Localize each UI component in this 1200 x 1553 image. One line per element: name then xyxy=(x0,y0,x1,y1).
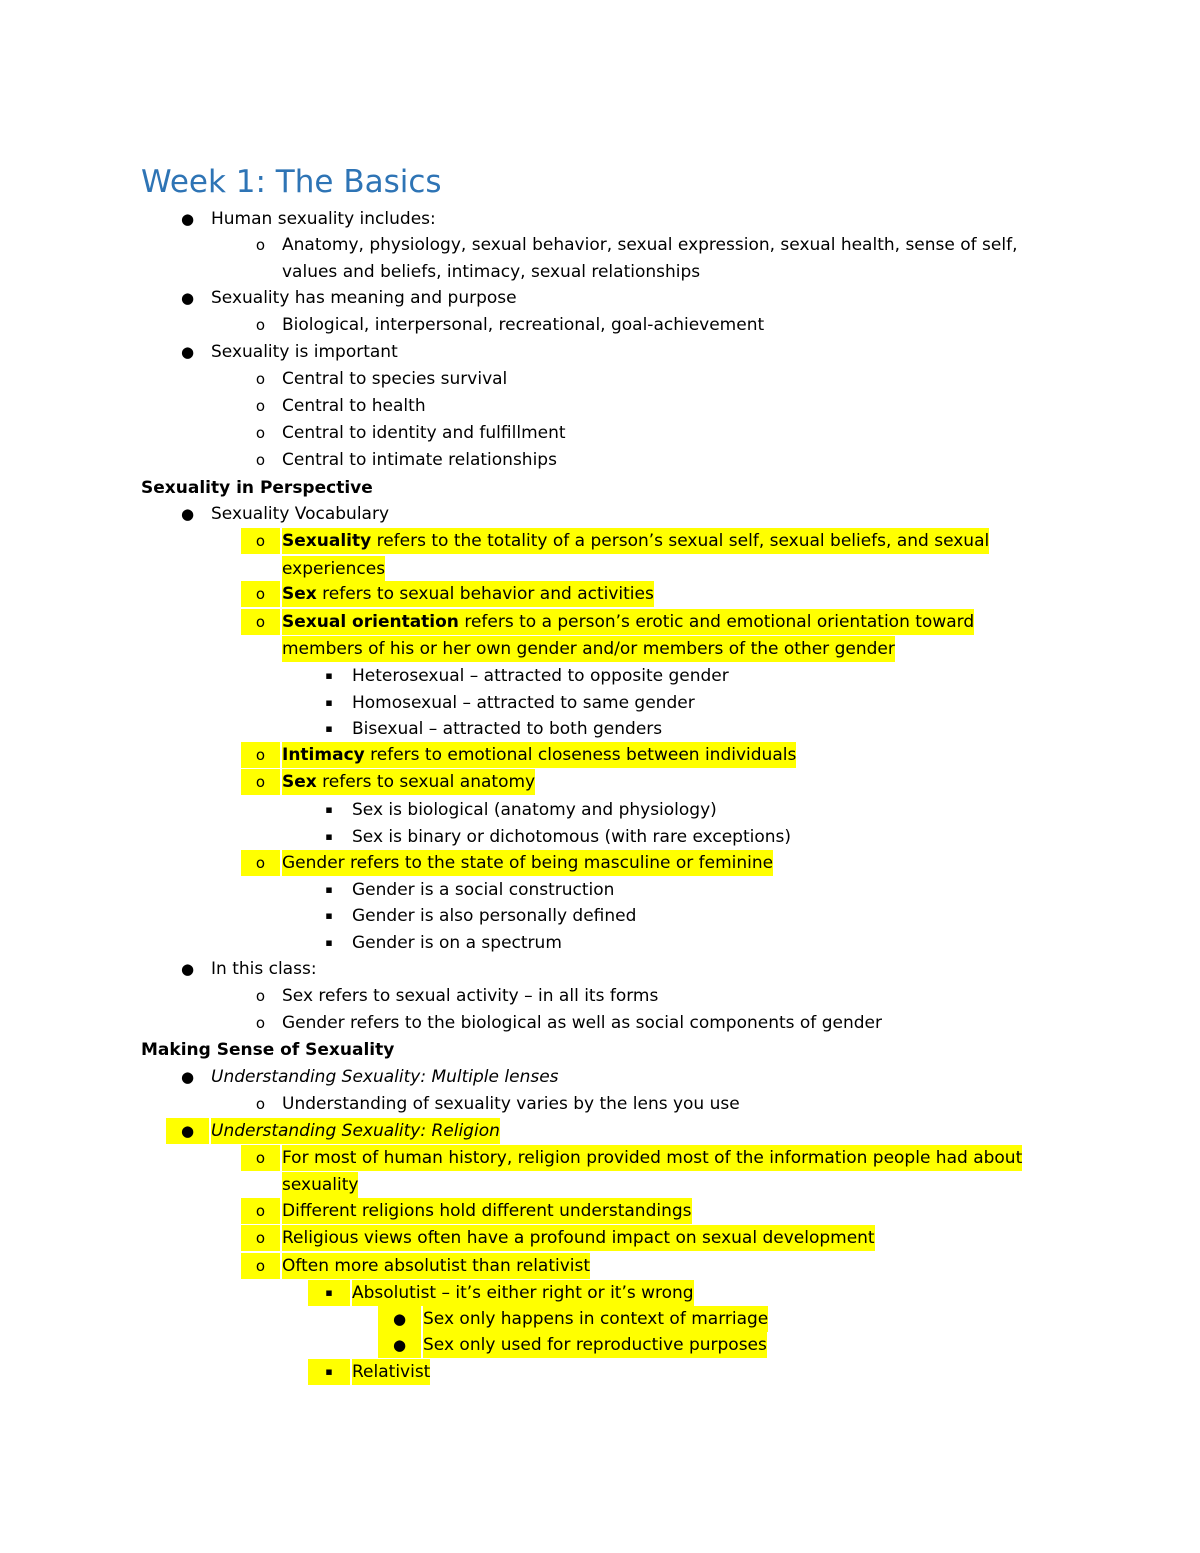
list-item xyxy=(0,285,1200,311)
bullet-icon: ● xyxy=(180,343,195,361)
item-text: Relativist xyxy=(352,1359,430,1385)
list-item xyxy=(0,420,1200,446)
heading-text: Sexuality in Perspective xyxy=(141,478,373,498)
list-item xyxy=(0,824,1200,850)
circle-bullet-icon: o xyxy=(241,769,280,795)
item-text: Central to intimate relationships xyxy=(282,450,557,470)
list-item xyxy=(0,1225,1200,1251)
list-item xyxy=(0,797,1200,823)
item-text: Sex is biological (anatomy and physiology) xyxy=(352,800,717,820)
square-bullet-icon: ▪ xyxy=(325,830,333,843)
circle-bullet-icon: o xyxy=(241,1225,280,1251)
list-item xyxy=(0,1145,1200,1171)
term: Sexual orientation xyxy=(282,612,459,632)
item-text xyxy=(282,769,535,795)
list-item xyxy=(0,1172,1200,1198)
definition: refers to the totality of a person’s sexual self, sexual beliefs, and sexual xyxy=(371,531,990,551)
bullet-icon: ● xyxy=(180,505,195,523)
item-text: For most of human history, religion provided most of the information people had about xyxy=(282,1145,1022,1171)
circle-bullet-icon: o xyxy=(241,742,280,768)
bullet-icon: ● xyxy=(180,210,195,228)
square-bullet-icon: ▪ xyxy=(308,1280,350,1306)
list-item xyxy=(0,501,1200,527)
term: Sex xyxy=(282,584,317,604)
item-text: Gender refers to the biological as well as social components of gender xyxy=(282,1013,882,1033)
item-text: Often more absolutist than relativist xyxy=(282,1253,590,1279)
list-item xyxy=(0,206,1200,232)
section-heading xyxy=(0,1037,1200,1063)
list-item xyxy=(0,930,1200,956)
term: Sexuality xyxy=(282,531,372,551)
square-bullet-icon: ▪ xyxy=(325,669,333,682)
definition: refers to sexual anatomy xyxy=(316,772,536,792)
item-text: Human sexuality includes: xyxy=(211,209,436,229)
item-text: Absolutist – it’s either right or it’s wrong xyxy=(352,1280,694,1306)
list-item xyxy=(0,556,1200,582)
item-text xyxy=(282,581,654,607)
item-text: Understanding of sexuality varies by the lens you use xyxy=(282,1094,740,1114)
list-item xyxy=(0,1091,1200,1117)
list-item xyxy=(0,956,1200,982)
term: Sex xyxy=(282,772,317,792)
item-text: Sex only used for reproductive purposes xyxy=(423,1332,767,1358)
item-text: Sex refers to sexual activity – in all its forms xyxy=(282,986,659,1006)
item-text: Gender is on a spectrum xyxy=(352,933,562,953)
circle-bullet-icon: o xyxy=(255,1095,266,1113)
list-item xyxy=(0,581,1200,607)
bullet-icon: ● xyxy=(378,1332,421,1358)
item-text: Central to species survival xyxy=(282,369,508,389)
item-text: values and beliefs, intimacy, sexual relationships xyxy=(282,262,701,282)
item-text: Homosexual – attracted to same gender xyxy=(352,693,695,713)
list-item xyxy=(0,447,1200,473)
bullet-icon: ● xyxy=(180,960,195,978)
list-item xyxy=(0,339,1200,365)
circle-bullet-icon: o xyxy=(255,987,266,1005)
item-text: Biological, interpersonal, recreational, goal-achievement xyxy=(282,315,765,335)
term: Intimacy xyxy=(282,745,365,765)
list-item xyxy=(0,366,1200,392)
circle-bullet-icon: o xyxy=(241,609,280,635)
item-text: Sexuality is important xyxy=(211,342,398,362)
list-item xyxy=(0,663,1200,689)
item-text: Sex only happens in context of marriage xyxy=(423,1306,768,1332)
heading-text: Making Sense of Sexuality xyxy=(141,1040,395,1060)
list-item xyxy=(0,1306,1200,1332)
item-text: Sexuality Vocabulary xyxy=(211,504,390,524)
circle-bullet-icon: o xyxy=(241,581,280,607)
bullet-icon: ● xyxy=(166,1118,209,1144)
list-item xyxy=(0,1280,1200,1306)
item-text: Heterosexual – attracted to opposite gender xyxy=(352,666,729,686)
item-text xyxy=(282,609,974,635)
list-item xyxy=(0,393,1200,419)
list-item xyxy=(0,983,1200,1009)
item-text: Understanding Sexuality: Multiple lenses xyxy=(211,1067,559,1087)
definition: refers to sexual behavior and activities xyxy=(316,584,654,604)
item-text: Central to health xyxy=(282,396,426,416)
circle-bullet-icon: o xyxy=(255,397,266,415)
circle-bullet-icon: o xyxy=(255,1014,266,1032)
square-bullet-icon: ▪ xyxy=(325,883,333,896)
list-item xyxy=(0,742,1200,768)
list-item xyxy=(0,690,1200,716)
square-bullet-icon: ▪ xyxy=(325,803,333,816)
circle-bullet-icon: o xyxy=(241,1145,280,1171)
square-bullet-icon: ▪ xyxy=(325,722,333,735)
item-text: Sexuality has meaning and purpose xyxy=(211,288,517,308)
list-item xyxy=(0,769,1200,795)
item-text xyxy=(282,742,796,768)
circle-bullet-icon: o xyxy=(255,424,266,442)
circle-bullet-icon: o xyxy=(241,850,280,876)
square-bullet-icon: ▪ xyxy=(325,696,333,709)
list-item xyxy=(0,636,1200,662)
list-item xyxy=(0,232,1200,258)
list-item xyxy=(0,609,1200,635)
item-text: experiences xyxy=(282,556,385,582)
circle-bullet-icon: o xyxy=(255,451,266,469)
square-bullet-icon: ▪ xyxy=(325,909,333,922)
circle-bullet-icon: o xyxy=(255,236,266,254)
list-item xyxy=(0,1064,1200,1090)
item-text: Religious views often have a profound impact on sexual development xyxy=(282,1225,875,1251)
item-text: Different religions hold different understandings xyxy=(282,1198,692,1224)
bullet-icon: ● xyxy=(378,1306,421,1332)
list-item xyxy=(0,1010,1200,1036)
circle-bullet-icon: o xyxy=(241,1253,280,1279)
item-text: Gender is also personally defined xyxy=(352,906,637,926)
list-item xyxy=(0,528,1200,554)
item-text: Understanding Sexuality: Religion xyxy=(211,1118,500,1144)
list-item xyxy=(0,716,1200,742)
list-item xyxy=(0,312,1200,338)
item-text: Bisexual – attracted to both genders xyxy=(352,719,663,739)
item-text: Central to identity and fulfillment xyxy=(282,423,566,443)
item-text: In this class: xyxy=(211,959,317,979)
section-heading xyxy=(0,475,1200,501)
list-item xyxy=(0,259,1200,285)
square-bullet-icon: ▪ xyxy=(308,1359,350,1385)
list-item xyxy=(0,1253,1200,1279)
bullet-icon: ● xyxy=(180,289,195,307)
square-bullet-icon: ▪ xyxy=(325,936,333,949)
item-text: Gender refers to the state of being masculine or feminine xyxy=(282,850,773,876)
circle-bullet-icon: o xyxy=(241,1198,280,1224)
list-item xyxy=(0,850,1200,876)
circle-bullet-icon: o xyxy=(255,316,266,334)
list-item xyxy=(0,1332,1200,1358)
list-item xyxy=(0,1359,1200,1385)
circle-bullet-icon: o xyxy=(255,370,266,388)
list-item xyxy=(0,1198,1200,1224)
page-title: Week 1: The Basics xyxy=(141,164,442,200)
definition: refers to a person’s erotic and emotional orientation toward xyxy=(458,612,975,632)
circle-bullet-icon: o xyxy=(241,528,280,554)
bullet-icon: ● xyxy=(180,1068,195,1086)
definition: refers to emotional closeness between individuals xyxy=(364,745,797,765)
item-text xyxy=(282,528,989,554)
item-text: Anatomy, physiology, sexual behavior, sexual expression, sexual health, sense of self, xyxy=(282,235,1018,255)
item-text: Sex is binary or dichotomous (with rare exceptions) xyxy=(352,827,792,847)
list-item xyxy=(0,903,1200,929)
list-item xyxy=(0,1118,1200,1144)
item-text: members of his or her own gender and/or members of the other gender xyxy=(282,636,895,662)
list-item xyxy=(0,877,1200,903)
item-text: sexuality xyxy=(282,1172,358,1198)
item-text: Gender is a social construction xyxy=(352,880,615,900)
